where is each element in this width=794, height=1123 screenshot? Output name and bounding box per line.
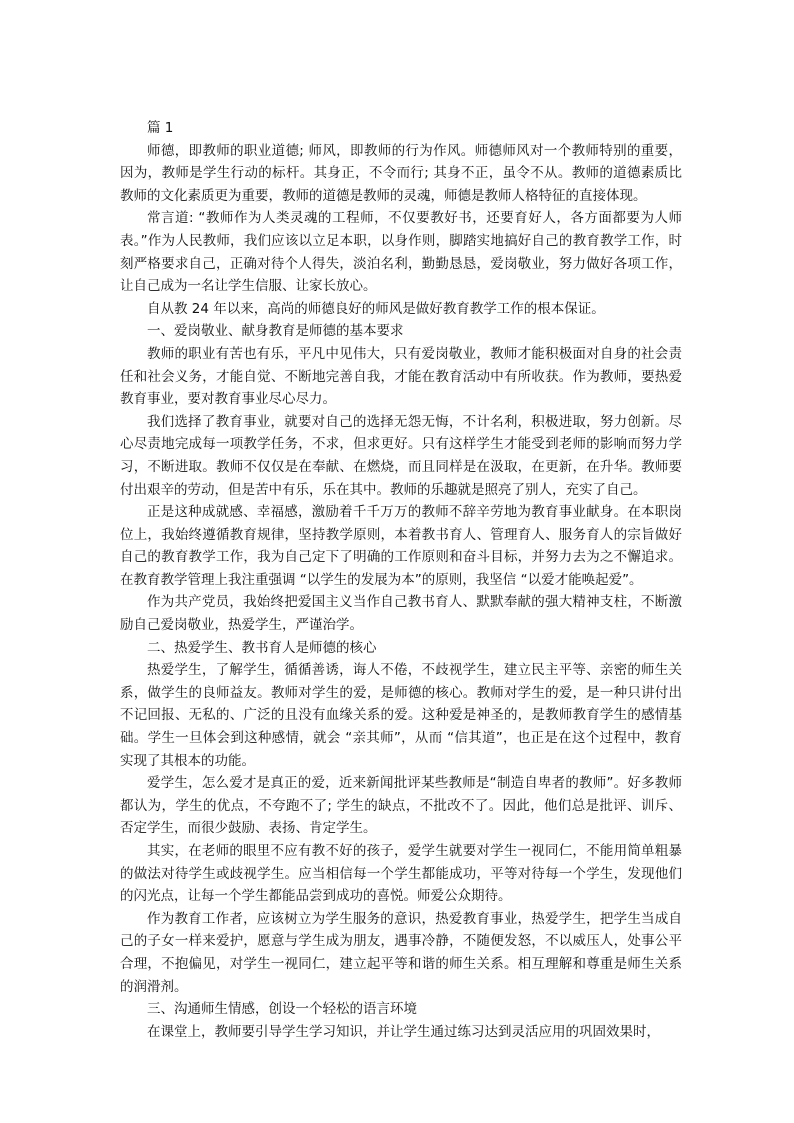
section-heading: 篇 1 [147,120,174,136]
subheading: 一、爱岗敬业、献身教育是师德的基本要求 [147,323,404,340]
paragraph: 教师的职业有苦也有乐，平凡中见伟大，只有爱岗敬业，教师才能积极面对自身的社会责任和社会义务，才能自觉、不断地完善自我，才能在教育活动中有所收获。作为教师，要热爱教育事业，要对教育事业尽心尽力。 [120,345,682,408]
subheading: 三、沟通师生情感，创设一个轻松的语言环境 [147,1001,417,1018]
paragraph: 作为共产党员，我始终把爱国主义当作自己教书育人、默默奉献的强大精神支柱，不断激励自己爱岗敬业，热爱学生，严谨治学。 [120,594,682,634]
paragraph: 自从教 24 年以来，高尚的师德良好的师风是做好教育教学工作的根本保证。 [147,300,605,317]
paragraph: 其实，在老师的眼里不应有教不好的孩子，爱学生就要对学生一视同仁，不能用简单粗暴的做法对待学生或歧视学生。应当相信每一个学生都能成功，平等对待每一个学生，发现他们的闪光点，让每一个学生都能品尝到成功的喜悦。师爱公众期待。 [120,843,682,905]
paragraph: 作为教育工作者，应该树立为学生服务的意识，热爱教育事业，热爱学生，把学生当成自己的子女一样来爱护，愿意与学生成为朋友，遇事冷静，不随便发怒，不以威压人，处事公平合理，不抱偏见，对学生一视同仁，建立起平等和谐的师生关系。相互理解和尊重是师生关系的润滑剂。 [120,910,682,995]
paragraph: 正是这种成就感、幸福感，激励着千千万万的教师不辞辛劳地为教育事业献身。在本职岗位上，我始终遵循教育规律，坚持教学原则，本着教书育人、管理育人、服务育人的宗旨做好自己的教育教学工作，我为自己定下了明确的工作原则和奋斗目标，并努力去为之不懈追求。在教育教学管理上我注重强调 “以学生的发展为本”的原则，我坚信 “以爱才能唤起爱”。 [120,504,682,588]
paragraph: 爱学生，怎么爱才是真正的爱，近来新闻批评某些教师是“制造自卑者的教师”。好多教师都认为，学生的优点，不夸跑不了; 学生的缺点，不批改不了。因此，他们总是批评、训斥、否定学生，而很少鼓励、表扬、肯定学生。 [120,775,682,837]
paragraph: 我们选择了教育事业，就要对自己的选择无怨无悔，不计名利，积极进取，努力创新。尽心尽责地完成每一项教学任务，不求，但求更好。只有这样学生才能受到老师的影响而努力学习，不断进取。教师不仅仅是在奉献、在燃烧，而且同样是在汲取，在更新，在升华。教师要付出艰辛的劳动，但是苦中有乐，乐在其中。教师的乐趣就是照亮了别人，充实了自己。 [120,413,682,498]
document-body [120,117,682,1043]
paragraph: 热爱学生，了解学生，循循善诱，诲人不倦，不歧视学生，建立民主平等、亲密的师生关系，做学生的良师益友。教师对学生的爱，是师德的核心。教师对学生的爱，是一种只讲付出不记回报、无私的、广泛的且没有血缘关系的爱。这种爱是神圣的，是教师教育学生的感情基础。学生一旦体会到这种感情，就会 “亲其师”，从而 “信其道”，也正是在这个过程中，教育实现了其根本的功能。 [120,662,682,769]
subheading: 二、热爱学生、教书育人是师德的核心 [147,639,377,656]
paragraph: 常言道: “教师作为人类灵魂的工程师，不仅要教好书，还要育好人，各方面都要为人师表。”作为人民教师，我们应该以立足本职，以身作则，脚踏实地搞好自己的教育教学工作，时刻严格要求自己，正确对待个人得失，淡泊名利，勤勤恳恳，爱岗敬业，努力做好各项工作，让自己成为一名让学生信服、让家长放心。 [120,210,682,295]
paragraph: 在课堂上，教师要引导学生学习知识，并让学生通过练习达到灵活应用的巩固效果时， [147,1023,660,1040]
paragraph: 师德，即教师的职业道德; 师风，即教师的行为作风。师德师风对一个教师特别的重要，因为，教师是学生行动的标杆。其身正，不令而行; 其身不正，虽令不从。教师的道德素质比教师的文化素质更为重要，教师的道德是教师的灵魂，师德是教师人格特征的直接体现。 [120,142,682,204]
